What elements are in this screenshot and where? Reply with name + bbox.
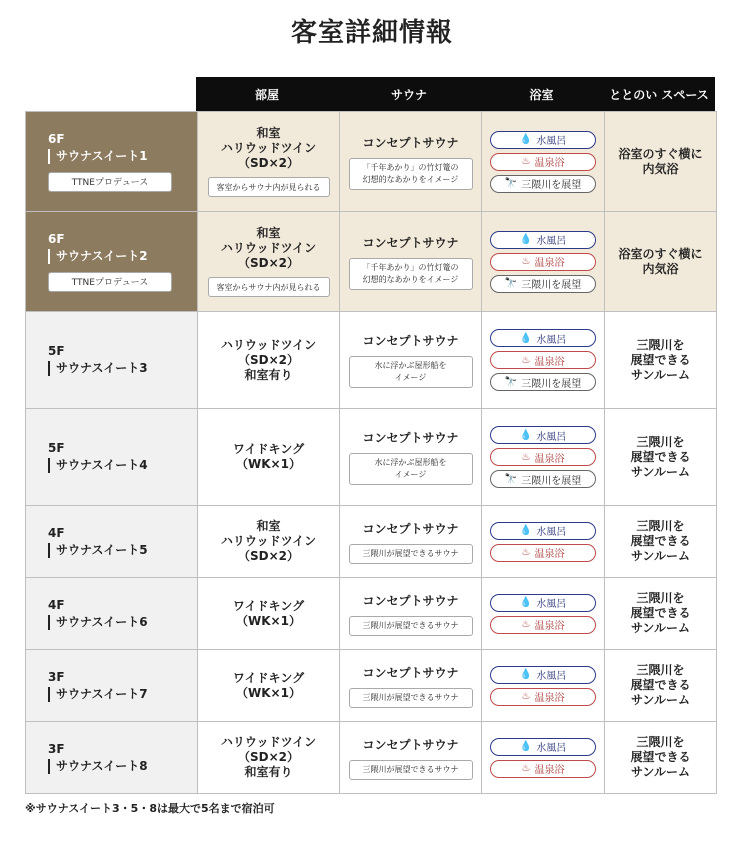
sauna-type: コンセプトサウナ xyxy=(362,737,459,752)
bath-tag-label: 三隈川を展望 xyxy=(521,180,582,191)
bath-tag-view xyxy=(490,373,596,391)
sauna-type: コンセプトサウナ xyxy=(362,665,459,680)
relax-space: 三隈川を 展望できる サンルーム xyxy=(630,434,691,479)
suite-name: サウナスイート2 xyxy=(48,249,148,264)
bath-tag-hot xyxy=(490,448,596,466)
hot-spring-icon: ♨ xyxy=(521,354,531,366)
suite-name-cell xyxy=(26,650,197,721)
bath-tag-water xyxy=(490,426,596,444)
bath-cell xyxy=(481,506,604,577)
bath-tag-water xyxy=(490,231,596,249)
water-drop-icon: 💧 xyxy=(519,741,533,752)
suite-name-cell xyxy=(26,722,197,793)
sauna-cell xyxy=(339,578,481,649)
bath-tag-label: 温泉浴 xyxy=(534,621,565,632)
floor-label: 3F xyxy=(48,669,65,684)
bath-tag-label: 水風呂 xyxy=(536,334,567,346)
table-row xyxy=(26,577,716,649)
floor-label: 5F xyxy=(48,441,65,455)
bath-cell xyxy=(481,312,604,408)
bath-cell xyxy=(481,112,604,211)
suite-name: サウナスイート1 xyxy=(48,149,148,164)
bath-tag-view xyxy=(490,175,596,193)
water-drop-icon: 💧 xyxy=(519,234,533,245)
producer-badge: TTNEプロデュース xyxy=(48,172,172,192)
bath-cell xyxy=(481,578,604,649)
space-cell xyxy=(604,112,716,211)
producer-badge: TTNEプロデュース xyxy=(48,272,172,292)
header-room: 部屋 xyxy=(196,77,338,111)
suite-name: サウナスイート7 xyxy=(48,687,148,702)
sauna-type: コンセプトサウナ xyxy=(362,521,459,536)
water-drop-icon: 💧 xyxy=(519,134,533,145)
bath-tag-hot xyxy=(490,616,596,634)
binoculars-icon: 🔭 xyxy=(504,376,518,388)
sauna-type: コンセプトサウナ xyxy=(362,593,459,608)
bath-tag-label: 水風呂 xyxy=(536,136,567,147)
space-cell xyxy=(604,506,716,577)
table-row xyxy=(26,311,716,408)
sauna-type: コンセプトサウナ xyxy=(362,235,459,250)
floor-label: 6F xyxy=(48,131,65,146)
water-drop-icon: 💧 xyxy=(519,669,533,680)
suite-name-cell xyxy=(26,578,197,649)
sauna-note: 三隈川が展望できるサウナ xyxy=(349,760,473,780)
water-drop-icon: 💧 xyxy=(519,332,533,344)
suite-name-cell xyxy=(26,212,197,311)
binoculars-icon: 🔭 xyxy=(504,473,518,485)
footnote: ※サウナスイート3・5・8は最大で5名まで宿泊可 xyxy=(25,802,275,815)
bath-tag-label: 水風呂 xyxy=(536,743,567,754)
space-cell xyxy=(604,409,716,505)
sauna-type: コンセプトサウナ xyxy=(362,334,459,348)
bath-tag-water xyxy=(490,522,596,540)
header-bath: 浴室 xyxy=(480,77,603,111)
bath-tag-label: 水風呂 xyxy=(536,431,567,443)
bath-tag-label: 温泉浴 xyxy=(534,765,565,776)
bath-tag-hot xyxy=(490,544,596,562)
bath-tag-label: 水風呂 xyxy=(536,599,567,610)
hot-spring-icon: ♨ xyxy=(521,619,531,630)
bath-tag-water xyxy=(490,329,596,347)
relax-space: 三隈川を 展望できる サンルーム xyxy=(630,337,691,382)
relax-space: 浴室のすぐ横に 内気浴 xyxy=(618,146,703,176)
bath-cell xyxy=(481,650,604,721)
space-cell xyxy=(604,312,716,408)
room-type: ワイドキング （WK×1） xyxy=(232,442,305,471)
water-drop-icon: 💧 xyxy=(519,429,533,441)
bath-tag-label: 水風呂 xyxy=(536,236,567,247)
bath-tag-label: 温泉浴 xyxy=(534,158,565,169)
room-type: 和室 ハリウッドツイン （SD×2） xyxy=(220,226,317,270)
bath-tag-label: 温泉浴 xyxy=(534,549,565,560)
bath-tag-hot xyxy=(490,688,596,706)
sauna-note: 水に浮かぶ屋形船を イメージ xyxy=(349,453,473,485)
suite-name-cell xyxy=(26,312,197,408)
room-cell xyxy=(197,506,339,577)
table-row xyxy=(26,408,716,505)
sauna-cell xyxy=(339,312,481,408)
sauna-cell xyxy=(339,112,481,211)
floor-label: 4F xyxy=(48,597,65,612)
floor-label: 4F xyxy=(48,525,65,540)
relax-space: 三隈川を 展望できる サンルーム xyxy=(630,735,691,779)
floor-label: 5F xyxy=(48,344,65,358)
sauna-cell xyxy=(339,409,481,505)
floor-label: 6F xyxy=(48,231,65,246)
sauna-note: 「千年あかり」の竹灯篭の 幻想的なあかりをイメージ xyxy=(349,158,473,190)
room-type: 和室 ハリウッドツイン （SD×2） xyxy=(220,126,317,170)
floor-label: 3F xyxy=(48,741,65,756)
bath-tag-hot xyxy=(490,351,596,369)
bath-tag-label: 温泉浴 xyxy=(534,356,565,368)
bath-tag-hot xyxy=(490,253,596,271)
space-cell xyxy=(604,212,716,311)
room-cell xyxy=(197,112,339,211)
room-cell xyxy=(197,578,339,649)
bath-tag-label: 三隈川を展望 xyxy=(521,378,582,390)
space-cell xyxy=(604,722,716,793)
table-header xyxy=(196,77,715,111)
table-row xyxy=(26,111,716,211)
relax-space: 三隈川を 展望できる サンルーム xyxy=(630,663,691,707)
hot-spring-icon: ♨ xyxy=(521,256,531,267)
binoculars-icon: 🔭 xyxy=(504,278,518,289)
bath-cell xyxy=(481,409,604,505)
room-type: ハリウッドツイン （SD×2） 和室有り xyxy=(220,735,317,779)
sauna-note: 三隈川が展望できるサウナ xyxy=(349,616,473,636)
room-note: 客室からサウナ内が見られる xyxy=(208,277,330,297)
space-cell xyxy=(604,578,716,649)
bath-tag-label: 温泉浴 xyxy=(534,258,565,269)
room-cell xyxy=(197,650,339,721)
bath-tag-label: 温泉浴 xyxy=(534,453,565,465)
water-drop-icon: 💧 xyxy=(519,525,533,536)
relax-space: 三隈川を 展望できる サンルーム xyxy=(630,519,691,563)
bath-tag-water xyxy=(490,131,596,149)
hot-spring-icon: ♨ xyxy=(521,156,531,167)
sauna-cell xyxy=(339,722,481,793)
bath-tag-label: 温泉浴 xyxy=(534,693,565,704)
sauna-cell xyxy=(339,506,481,577)
suite-name: サウナスイート6 xyxy=(48,615,148,630)
sauna-type: コンセプトサウナ xyxy=(362,135,459,150)
suite-name-cell xyxy=(26,112,197,211)
relax-space: 浴室のすぐ横に 内気浴 xyxy=(618,246,703,276)
relax-space: 三隈川を 展望できる サンルーム xyxy=(630,591,691,635)
hot-spring-icon: ♨ xyxy=(521,547,531,558)
bath-tag-label: 水風呂 xyxy=(536,671,567,682)
bath-tag-view xyxy=(490,275,596,293)
room-table xyxy=(25,111,717,794)
bath-cell xyxy=(481,212,604,311)
space-cell xyxy=(604,650,716,721)
bath-tag-water xyxy=(490,594,596,612)
room-type: ワイドキング （WK×1） xyxy=(232,670,305,700)
suite-name: サウナスイート8 xyxy=(48,759,148,774)
sauna-note: 水に浮かぶ屋形船を イメージ xyxy=(349,356,473,388)
sauna-type: コンセプトサウナ xyxy=(362,431,459,445)
suite-name-cell xyxy=(26,409,197,505)
suite-name: サウナスイート4 xyxy=(48,458,148,473)
table-row xyxy=(26,649,716,721)
room-cell xyxy=(197,409,339,505)
bath-tag-water xyxy=(490,738,596,756)
room-cell xyxy=(197,722,339,793)
room-type: ハリウッドツイン （SD×2） 和室有り xyxy=(220,337,317,382)
table-row xyxy=(26,721,716,793)
header-sauna: サウナ xyxy=(338,77,480,111)
page-title: 客室詳細情報 xyxy=(290,18,453,48)
table-row xyxy=(26,505,716,577)
suite-name: サウナスイート5 xyxy=(48,543,148,558)
bath-tag-view xyxy=(490,470,596,488)
water-drop-icon: 💧 xyxy=(519,597,533,608)
sauna-note: 「千年あかり」の竹灯篭の 幻想的なあかりをイメージ xyxy=(349,258,473,290)
bath-tag-label: 三隈川を展望 xyxy=(521,475,582,487)
header-space: ととのい スペース xyxy=(603,77,715,111)
suite-name-cell xyxy=(26,506,197,577)
hot-spring-icon: ♨ xyxy=(521,691,531,702)
room-type: 和室 ハリウッドツイン （SD×2） xyxy=(220,519,317,563)
hot-spring-icon: ♨ xyxy=(521,763,531,774)
bath-cell xyxy=(481,722,604,793)
room-note: 客室からサウナ内が見られる xyxy=(208,177,330,197)
bath-tag-label: 三隈川を展望 xyxy=(521,280,582,291)
room-type: ワイドキング （WK×1） xyxy=(232,598,305,628)
bath-tag-hot xyxy=(490,760,596,778)
table-row xyxy=(26,211,716,311)
sauna-cell xyxy=(339,650,481,721)
bath-tag-label: 水風呂 xyxy=(536,527,567,538)
room-cell xyxy=(197,312,339,408)
hot-spring-icon: ♨ xyxy=(521,451,531,463)
suite-name: サウナスイート3 xyxy=(48,361,148,376)
bath-tag-hot xyxy=(490,153,596,171)
bath-tag-water xyxy=(490,666,596,684)
sauna-note: 三隈川が展望できるサウナ xyxy=(349,544,473,564)
binoculars-icon: 🔭 xyxy=(504,178,518,189)
sauna-cell xyxy=(339,212,481,311)
sauna-note: 三隈川が展望できるサウナ xyxy=(349,688,473,708)
room-cell xyxy=(197,212,339,311)
